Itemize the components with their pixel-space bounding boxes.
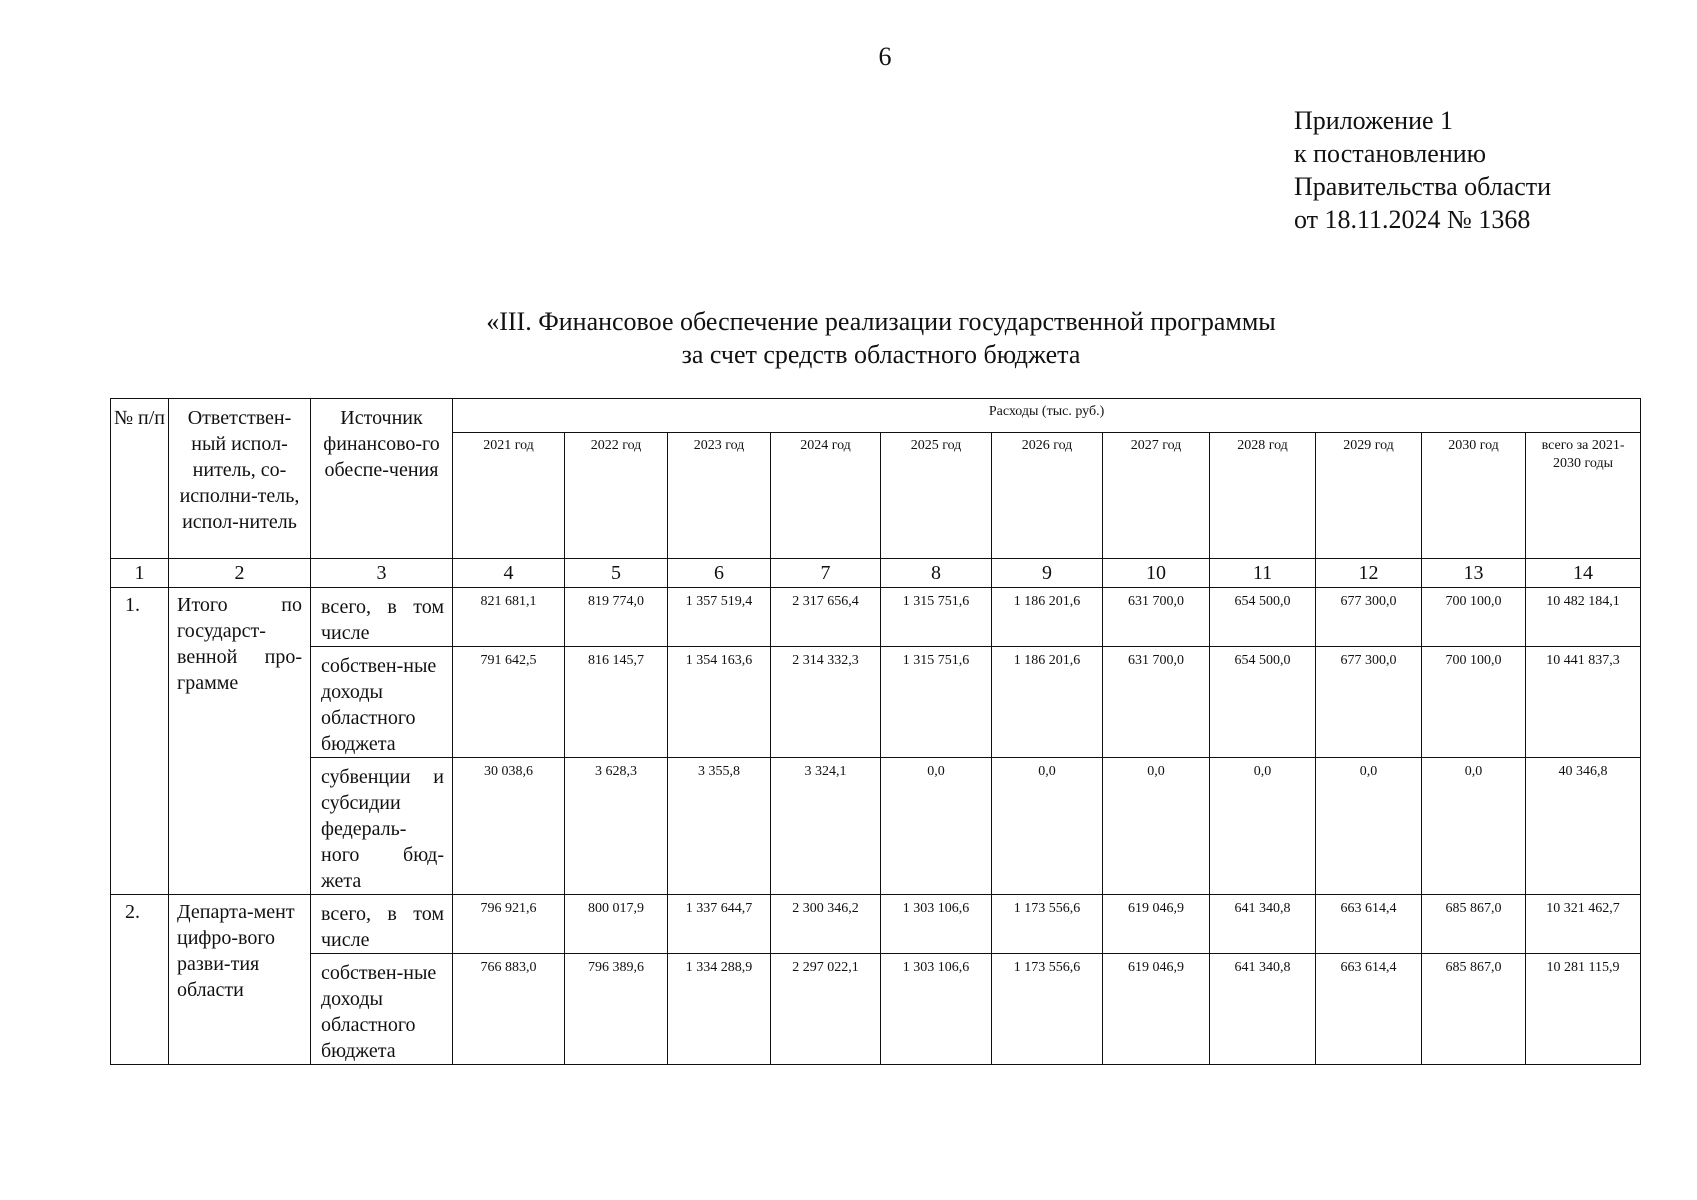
expense-value: 631 700,0 (1103, 588, 1210, 647)
table-row (111, 895, 1641, 954)
expense-value: 1 315 751,6 (881, 647, 992, 758)
expense-value: 1 337 644,7 (668, 895, 771, 954)
expense-value: 10 281 115,9 (1526, 954, 1641, 1065)
row-number: 1. (111, 588, 169, 895)
title-line: «III. Финансовое обеспечение реализации государственной программы (486, 307, 1276, 336)
expense-value: 791 642,5 (453, 647, 565, 758)
header-year: 2029 год (1316, 433, 1422, 559)
expense-value: 0,0 (1422, 758, 1526, 895)
expense-value: 10 321 462,7 (1526, 895, 1641, 954)
responsible-executor: Итого по государст-венной про-грамме (169, 588, 311, 895)
expense-value: 619 046,9 (1103, 954, 1210, 1065)
expense-value: 685 867,0 (1422, 895, 1526, 954)
column-number: 7 (771, 559, 881, 588)
expense-value: 40 346,8 (1526, 758, 1641, 895)
header-year: 2026 год (992, 433, 1103, 559)
expense-value: 819 774,0 (565, 588, 668, 647)
appendix-line: от 18.11.2024 № 1368 (1294, 205, 1531, 234)
expense-value: 0,0 (1316, 758, 1422, 895)
column-number: 14 (1526, 559, 1641, 588)
expense-value: 10 441 837,3 (1526, 647, 1641, 758)
column-number: 10 (1103, 559, 1210, 588)
column-number: 1 (111, 559, 169, 588)
header-year: 2022 год (565, 433, 668, 559)
expense-value: 1 186 201,6 (992, 588, 1103, 647)
funding-source: субвенции и субсидии федераль-ного бюд-жета (311, 758, 453, 895)
expense-value: 0,0 (1210, 758, 1316, 895)
column-number-row (111, 559, 1641, 588)
column-number: 13 (1422, 559, 1526, 588)
column-number: 11 (1210, 559, 1316, 588)
expense-value: 1 303 106,6 (881, 954, 992, 1065)
appendix-block (1294, 104, 1551, 236)
page-number: 6 (878, 42, 892, 71)
expense-value: 677 300,0 (1316, 588, 1422, 647)
expense-value: 3 355,8 (668, 758, 771, 895)
expense-value: 1 315 751,6 (881, 588, 992, 647)
header-year: 2027 год (1103, 433, 1210, 559)
expense-value: 677 300,0 (1316, 647, 1422, 758)
header-year: 2030 год (1422, 433, 1526, 559)
column-number: 3 (311, 559, 453, 588)
expense-value: 816 145,7 (565, 647, 668, 758)
appendix-line: Приложение 1 (1294, 106, 1454, 135)
funding-source: собствен-ные доходы областного бюджета (311, 954, 453, 1065)
column-number: 8 (881, 559, 992, 588)
column-number: 2 (169, 559, 311, 588)
section-title (0, 305, 1697, 371)
expense-value: 0,0 (881, 758, 992, 895)
expense-value: 30 038,6 (453, 758, 565, 895)
table-row (111, 954, 1641, 1065)
expense-value: 1 173 556,6 (992, 954, 1103, 1065)
expense-value: 685 867,0 (1422, 954, 1526, 1065)
table-row (111, 647, 1641, 758)
expense-value: 663 614,4 (1316, 895, 1422, 954)
table-body (111, 399, 1641, 1065)
column-number: 9 (992, 559, 1103, 588)
expense-value: 0,0 (1103, 758, 1210, 895)
expense-value: 1 354 163,6 (668, 647, 771, 758)
expense-value: 641 340,8 (1210, 895, 1316, 954)
expense-value: 1 186 201,6 (992, 647, 1103, 758)
header-source: Источник финансово-го обеспе-чения (311, 399, 453, 559)
expense-value: 641 340,8 (1210, 954, 1316, 1065)
expense-value: 796 389,6 (565, 954, 668, 1065)
funding-source: собствен-ные доходы областного бюджета (311, 647, 453, 758)
expense-value: 1 357 519,4 (668, 588, 771, 647)
expense-value: 631 700,0 (1103, 647, 1210, 758)
header-year: 2023 год (668, 433, 771, 559)
header-expenses: Расходы (тыс. руб.) (453, 399, 1641, 433)
expense-value: 766 883,0 (453, 954, 565, 1065)
table-row (111, 588, 1641, 647)
table-row (111, 758, 1641, 895)
expense-value: 654 500,0 (1210, 647, 1316, 758)
expense-value: 2 314 332,3 (771, 647, 881, 758)
expense-value: 700 100,0 (1422, 588, 1526, 647)
expense-value: 2 297 022,1 (771, 954, 881, 1065)
expense-value: 2 300 346,2 (771, 895, 881, 954)
responsible-executor: Департа-мент цифро-вого разви-тия области (169, 895, 311, 1065)
header-row (111, 399, 1641, 433)
column-number: 6 (668, 559, 771, 588)
header-responsible: Ответствен-ный испол-нитель, со-исполни-тель, испол-нитель (169, 399, 311, 559)
appendix-line: к постановлению (1294, 139, 1487, 168)
expense-value: 1 303 106,6 (881, 895, 992, 954)
header-year: 2021 год (453, 433, 565, 559)
expense-value: 663 614,4 (1316, 954, 1422, 1065)
expense-value: 619 046,9 (1103, 895, 1210, 954)
column-number: 4 (453, 559, 565, 588)
row-number: 2. (111, 895, 169, 1065)
expense-value: 10 482 184,1 (1526, 588, 1641, 647)
expense-value: 800 017,9 (565, 895, 668, 954)
header-year: 2025 год (881, 433, 992, 559)
expense-value: 2 317 656,4 (771, 588, 881, 647)
expense-value: 0,0 (992, 758, 1103, 895)
expense-value: 3 324,1 (771, 758, 881, 895)
title-line: за счет средств областного бюджета (681, 340, 1081, 369)
funding-source: всего, в том числе (311, 588, 453, 647)
expense-value: 654 500,0 (1210, 588, 1316, 647)
expense-value: 796 921,6 (453, 895, 565, 954)
funding-source: всего, в том числе (311, 895, 453, 954)
expense-value: 700 100,0 (1422, 647, 1526, 758)
header-num: № п/п (111, 399, 169, 559)
appendix-line: Правительства области (1294, 172, 1552, 201)
column-number: 12 (1316, 559, 1422, 588)
header-year: всего за 2021-2030 годы (1526, 433, 1641, 559)
expense-value: 1 334 288,9 (668, 954, 771, 1065)
expense-value: 3 628,3 (565, 758, 668, 895)
header-year: 2028 год (1210, 433, 1316, 559)
header-year: 2024 год (771, 433, 881, 559)
financing-table (110, 398, 1641, 1065)
expense-value: 1 173 556,6 (992, 895, 1103, 954)
column-number: 5 (565, 559, 668, 588)
expense-value: 821 681,1 (453, 588, 565, 647)
